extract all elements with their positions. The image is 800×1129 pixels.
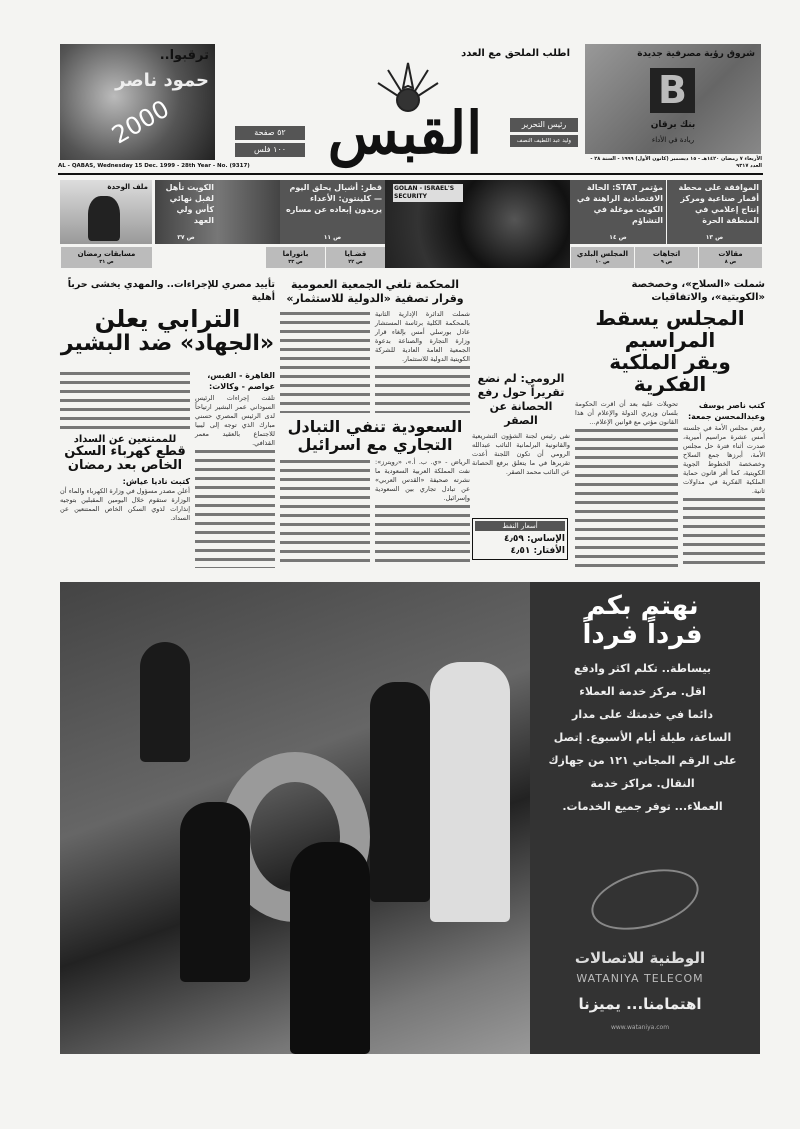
bank-name: بنك برقان xyxy=(650,120,696,130)
supplement-label: ملف الوحدة xyxy=(107,183,148,191)
ad-person xyxy=(370,682,430,902)
ad-headline-2: فرداً فرداً xyxy=(582,619,703,650)
teaser-satellite[interactable] xyxy=(667,180,762,244)
index-item[interactable]: مسابقات رمضان ص ٣١ xyxy=(60,247,152,268)
sudan-body-lines xyxy=(195,448,275,568)
masthead-rule xyxy=(58,173,763,175)
ad-url[interactable]: www.wataniya.com xyxy=(610,1024,670,1031)
promo-name: حمود ناصر xyxy=(115,70,209,91)
teaser-kuwait[interactable] xyxy=(155,180,217,244)
sudan-head xyxy=(60,278,275,357)
trophy-icon xyxy=(88,196,120,241)
lead-kicker: شملت «السلاح»، وخصخصة «الكويتية»، والاتفاقيات xyxy=(631,279,765,303)
sudan-body-2 xyxy=(60,370,190,430)
price-badge: ١٠٠ فلس xyxy=(235,143,305,157)
court-article xyxy=(280,278,470,413)
ad-headline-1: نهتم بكم xyxy=(586,591,699,621)
court-headline-2: وقرار تصفية «الدولية للاستثمار» xyxy=(286,292,464,305)
saudi-headline-1: السعودية تنفي التبادل xyxy=(287,417,463,436)
sudan-body: تلقت إجراءات الرئيس السوداني عمر البشير ارتياحاً لدى الرئيس المصري حسني مبارك الذي توجه إلى ليبيا للاجتماع بالعقيد معمر القذافي. xyxy=(195,394,275,447)
ad-body xyxy=(535,657,750,818)
index-item[interactable]: بانوراما ص ٣٣ xyxy=(265,247,325,268)
power-body: أعلن مصدر مسؤول في وزارة الكهرباء والماء أن الوزارة ستقوم خلال اليومين المقبلين بتوجيه إنذارات لذوي السكن الخاص الممتنعين عن السداد. xyxy=(60,486,190,522)
teaser-page: ص ١١ xyxy=(323,234,342,241)
lead-body: رفض مجلس الأمة في جلسته أمس عشرة مراسيم أميرية، صدرت أثناء فترة حل مجلس الأمة، أبرزها جمع السلاح وخصخصة الخطوط الجوية الكويتية، كما أقر قانون حماية الملكية الفكرية في مداولات ثانية. xyxy=(683,424,765,495)
ad-line: النقال. مراكز خدمة xyxy=(590,777,695,791)
teaser-text: الموافقة على محطة أقمار صناعية ومركز إنتاج إعلامي في المنطقة الحرة xyxy=(678,183,759,225)
sudan-dateline-1: القاهرة - القبس، xyxy=(207,371,275,380)
index-item[interactable]: قضـايا ص ٢٢ xyxy=(325,247,385,268)
bank-ad-headline: شروق رؤية مصرفية جديدة xyxy=(637,49,755,59)
index-bar xyxy=(570,247,762,268)
teaser-text: مؤتمر STAT: الحالة الاقتصادية الراهنة في الكويت موغلة في التشاؤم xyxy=(576,183,663,225)
sudan-headline-1: الترابي يعلن xyxy=(94,305,241,333)
pages-badge: ٥٢ صفحة xyxy=(235,126,305,140)
ad-line: بيساطة.. تكلم اكثر وادفع xyxy=(574,662,711,676)
rumi-box xyxy=(472,372,570,512)
sudan-body-col xyxy=(195,370,275,568)
ad-line: الساعة، طيلة أيام الأسبوع. إتصل xyxy=(553,731,732,745)
ad-photo xyxy=(60,582,530,1054)
bank-ad xyxy=(585,44,761,154)
teaser-page: ص ١٣ xyxy=(705,234,724,241)
court-body: شملت الدائرة الإدارية الثانية بالمحكمة الكلية برئاسة المستشار عادل بورسلي أمس بإلغاء قرار وزارة التجارة والصناعة بدعوة الجمعية العامة العادية للشركة الكويتية الدولية للاستثمار. xyxy=(375,310,470,363)
teaser-page: ص ٣٧ xyxy=(177,234,195,241)
sudan-kicker: تأييد مصري للإجراءات.. والمهدي يخشى حرباً أهلية xyxy=(67,279,275,303)
teaser-stat[interactable] xyxy=(570,180,666,244)
price-row: الأفتار: ٤٫٥١ xyxy=(510,546,565,556)
saudi-body-lines xyxy=(375,503,470,568)
ad-line: اقل. مركز خدمة العملاء xyxy=(579,685,706,699)
price-box-title: أسعار النفط xyxy=(475,521,565,531)
sudan-dateline-2: عواصم - وكالات: xyxy=(209,382,275,391)
ad-line: على الرقم المجاني ١٢١ من جهازك xyxy=(548,754,737,768)
ad-person xyxy=(140,642,190,762)
index-bar-2 xyxy=(155,247,385,268)
ad-slogan: اهتمامنا... يميزنا xyxy=(578,995,702,1013)
rumi-headline: الرومي: لم نضع تقريراً حول رفع الحصانة عن الصقر xyxy=(477,372,565,427)
ad-person xyxy=(290,842,370,1054)
photo-banner: GOLAN - ISRAEL'S SECURITY xyxy=(393,184,463,202)
power-kicker: للممتنعين عن السداد xyxy=(73,434,177,445)
ad-text-panel xyxy=(535,592,750,818)
supplement-note: اطلب الملحق مع العدد xyxy=(461,48,570,59)
promo-title: ترقبوا.. xyxy=(159,48,209,63)
index-item[interactable]: المجلس البلدي ص ١٠ xyxy=(570,247,634,268)
wataniya-ad xyxy=(60,582,760,1054)
ad-line: العملاء... توفر جميع الخدمات. xyxy=(562,800,723,814)
price-box xyxy=(472,518,568,560)
court-headline-1: المحكمة تلغي الجمعية العمومية xyxy=(290,278,460,291)
protest-photo xyxy=(385,180,570,268)
football-photo xyxy=(155,180,280,244)
power-headline-1: قطع كهرباء السكن xyxy=(64,444,186,459)
lead-body-2-lines xyxy=(575,427,678,568)
lead-headline-2: ويقر الملكية الفكرية xyxy=(609,350,731,396)
teaser-clinton[interactable] xyxy=(280,180,385,244)
court-body-lines xyxy=(375,364,470,413)
ad-person xyxy=(430,662,510,922)
supplement-sidebar xyxy=(60,180,152,244)
lead-body-lines xyxy=(683,496,765,568)
index-item[interactable]: اتجاهات ص ٩ xyxy=(634,247,698,268)
editor-name: وليد عبد اللطيف النصف xyxy=(510,135,578,147)
promo-year: 2000 xyxy=(107,94,174,150)
editor-label: رئيس التحرير xyxy=(510,118,578,132)
ad-brand-ar: الوطنية للاتصالات xyxy=(574,949,706,967)
power-headline-2: الخاص بعد رمضان xyxy=(67,458,183,474)
teaser-text: قطر: أشبال يحلق اليوم — كلينتون: الأعداء يريدون إبعاده عن مساره xyxy=(286,183,382,214)
bank-tagline: ريادة في الأداء xyxy=(651,136,695,144)
price-row: الإساس: ٤٫٥٩ xyxy=(503,534,565,544)
teaser-text: الكويت تأهل لقبل نهائي كأس ولي العهد xyxy=(165,183,214,225)
lead-body-2: تحويلات عليه بعد أن اقرت الحكومة بلسان وزيري الدولة والإعلام أن هذا القانون مؤتي مع قوانين الإعلام... xyxy=(575,400,678,426)
dateline-en: AL - QABAS, Wednesday 15 Dec. 1999 - 28th Year - No. (9317) xyxy=(58,163,250,169)
sudan-headline-2: «الجهاد» ضد البشير xyxy=(60,331,275,357)
saudi-article xyxy=(280,418,470,568)
rumi-body: نفى رئيس لجنة الشؤون التشريعية والقانونية البرلمانية النائب عبدالله الرومي أن تكون اللجنة أعدت تقريرها في ما يتعلق برفع الحصانة عن النائب محمد الصقر. xyxy=(472,432,570,476)
lead-byline-2: وعبدالمحسن جمعة: xyxy=(687,412,765,421)
lead-byline-1: كتب ناصر يوسف xyxy=(698,401,765,410)
lead-article xyxy=(575,278,765,568)
saudi-body-2 xyxy=(280,458,370,568)
index-item[interactable]: مقالات ص ٨ xyxy=(698,247,762,268)
saudi-body: الرياض - «ي. ب. أ.»، «رويترز»: نفت المملكة العربية السعودية ما نشرته صحيفة «القدس العربي» عن تبادل تجاري بين السعودية وإسرائيل. xyxy=(375,458,470,503)
teaser-page: ص ١٤ xyxy=(609,234,627,241)
logo: القبس xyxy=(327,99,483,167)
ad-person xyxy=(180,802,250,982)
saudi-headline-2: التجاري مع اسرائيل xyxy=(297,434,453,454)
bank-logo-icon: B xyxy=(650,68,695,113)
dateline-ar: الأربعاء ٧ رمضان ١٤٢٠هـ - ١٥ ديسمبر (كانون الأول) ١٩٩٩ - السنة ٢٨ - العدد ٩٣١٧ xyxy=(590,156,762,169)
power-byline: كتبت ناديا عياش: xyxy=(122,476,190,486)
court-body-2 xyxy=(280,310,370,413)
ad-brand-en: WATANIYA TELECOM xyxy=(576,972,704,985)
wataniya-logo-icon xyxy=(585,859,705,941)
promo-box xyxy=(60,44,215,160)
lead-headline-1: المجلس يسقط المراسيم xyxy=(595,306,745,352)
ad-line: دائما في خدمتك على مدار xyxy=(572,708,713,722)
left-column xyxy=(60,370,190,568)
